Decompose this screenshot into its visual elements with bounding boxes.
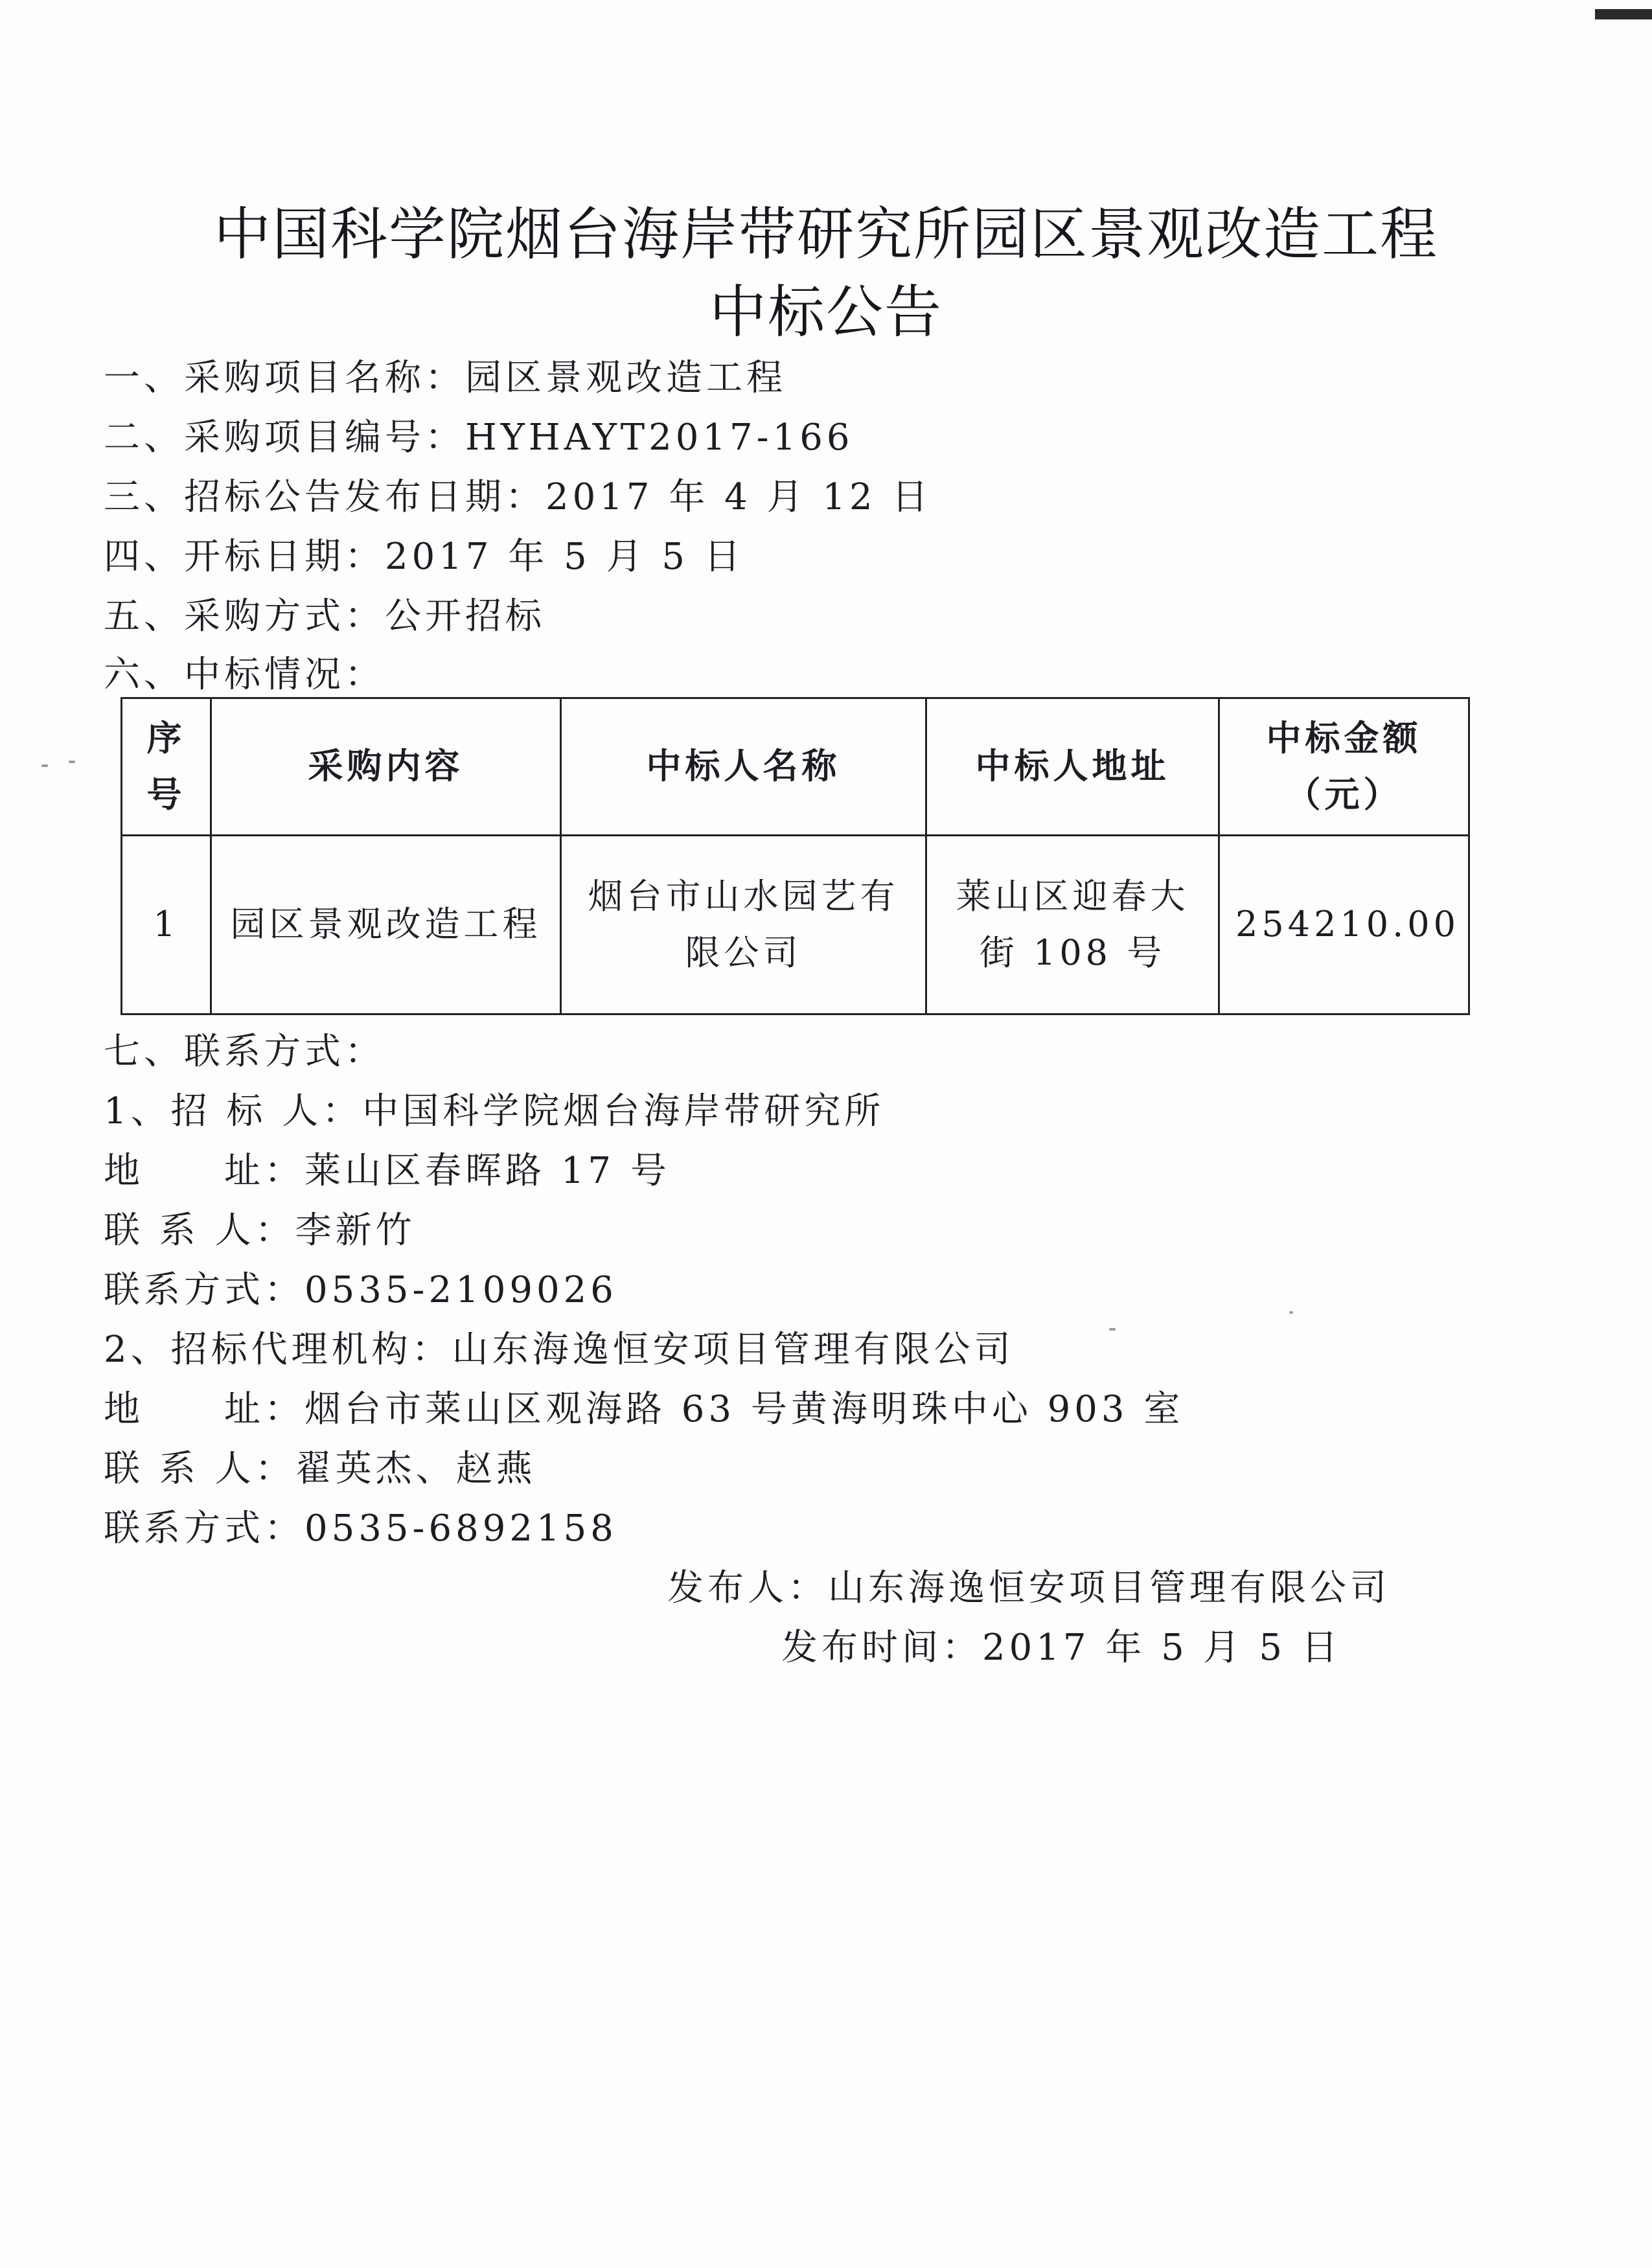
table-row [122, 836, 1469, 1014]
contact-heading: 七、联系方式： [104, 1031, 385, 1073]
cell-seq: 1 [122, 836, 211, 1014]
item-project-name: 一、采购项目名称：园区景观改造工程 [104, 357, 786, 399]
header-content: 采购内容 [211, 698, 561, 836]
item-announcement-date: 三、招标公告发布日期：2017 年 4 月 12 日 [104, 476, 932, 518]
item-award-heading: 六、中标情况： [104, 654, 385, 696]
scan-speck [1289, 1311, 1293, 1314]
item-procurement-method: 五、采购方式：公开招标 [104, 595, 545, 637]
cell-content: 园区景观改造工程 [211, 836, 561, 1014]
item-project-number: 二、采购项目编号：HYHAYT2017-166 [104, 417, 854, 459]
agency-name: 2、招标代理机构：山东海逸恒安项目管理有限公司 [104, 1329, 1015, 1371]
table-header-row [122, 698, 1469, 836]
header-winner-address: 中标人地址 [926, 698, 1219, 836]
header-seq: 序号 [122, 698, 211, 836]
cell-amount: 254210.00 [1219, 836, 1469, 1014]
agency-address: 地 址：烟台市莱山区观海路 63 号黄海明珠中心 903 室 [104, 1388, 1184, 1430]
tenderer-name: 1、招 标 人：中国科学院烟台海岸带研究所 [104, 1090, 885, 1132]
item-opening-date: 四、开标日期：2017 年 5 月 5 日 [104, 536, 744, 578]
scan-edge-mark [1595, 9, 1652, 19]
scan-speck [69, 761, 75, 763]
document-subtitle: 中标公告 [709, 279, 943, 345]
tenderer-contact-person: 联 系 人：李新竹 [104, 1209, 416, 1252]
cell-winner-address: 莱山区迎春大街 108 号 [926, 836, 1219, 1014]
header-winner-name: 中标人名称 [561, 698, 926, 836]
cell-winner-name: 烟台市山水园艺有限公司 [561, 836, 926, 1014]
publisher: 发布人：山东海逸恒安项目管理有限公司 [667, 1567, 1390, 1609]
award-table [120, 697, 1470, 1015]
header-amount: 中标金额（元） [1219, 698, 1469, 836]
tenderer-address: 地 址：莱山区春晖路 17 号 [104, 1150, 671, 1192]
publish-time: 发布时间：2017 年 5 月 5 日 [781, 1627, 1342, 1669]
document-title: 中国科学院烟台海岸带研究所园区景观改造工程 [213, 201, 1438, 268]
agency-phone: 联系方式：0535-6892158 [104, 1507, 617, 1550]
scan-speck [1109, 1328, 1116, 1331]
tenderer-phone: 联系方式：0535-2109026 [104, 1269, 617, 1311]
agency-contact-person: 联 系 人：翟英杰、赵燕 [104, 1448, 536, 1490]
scan-speck [41, 764, 48, 767]
